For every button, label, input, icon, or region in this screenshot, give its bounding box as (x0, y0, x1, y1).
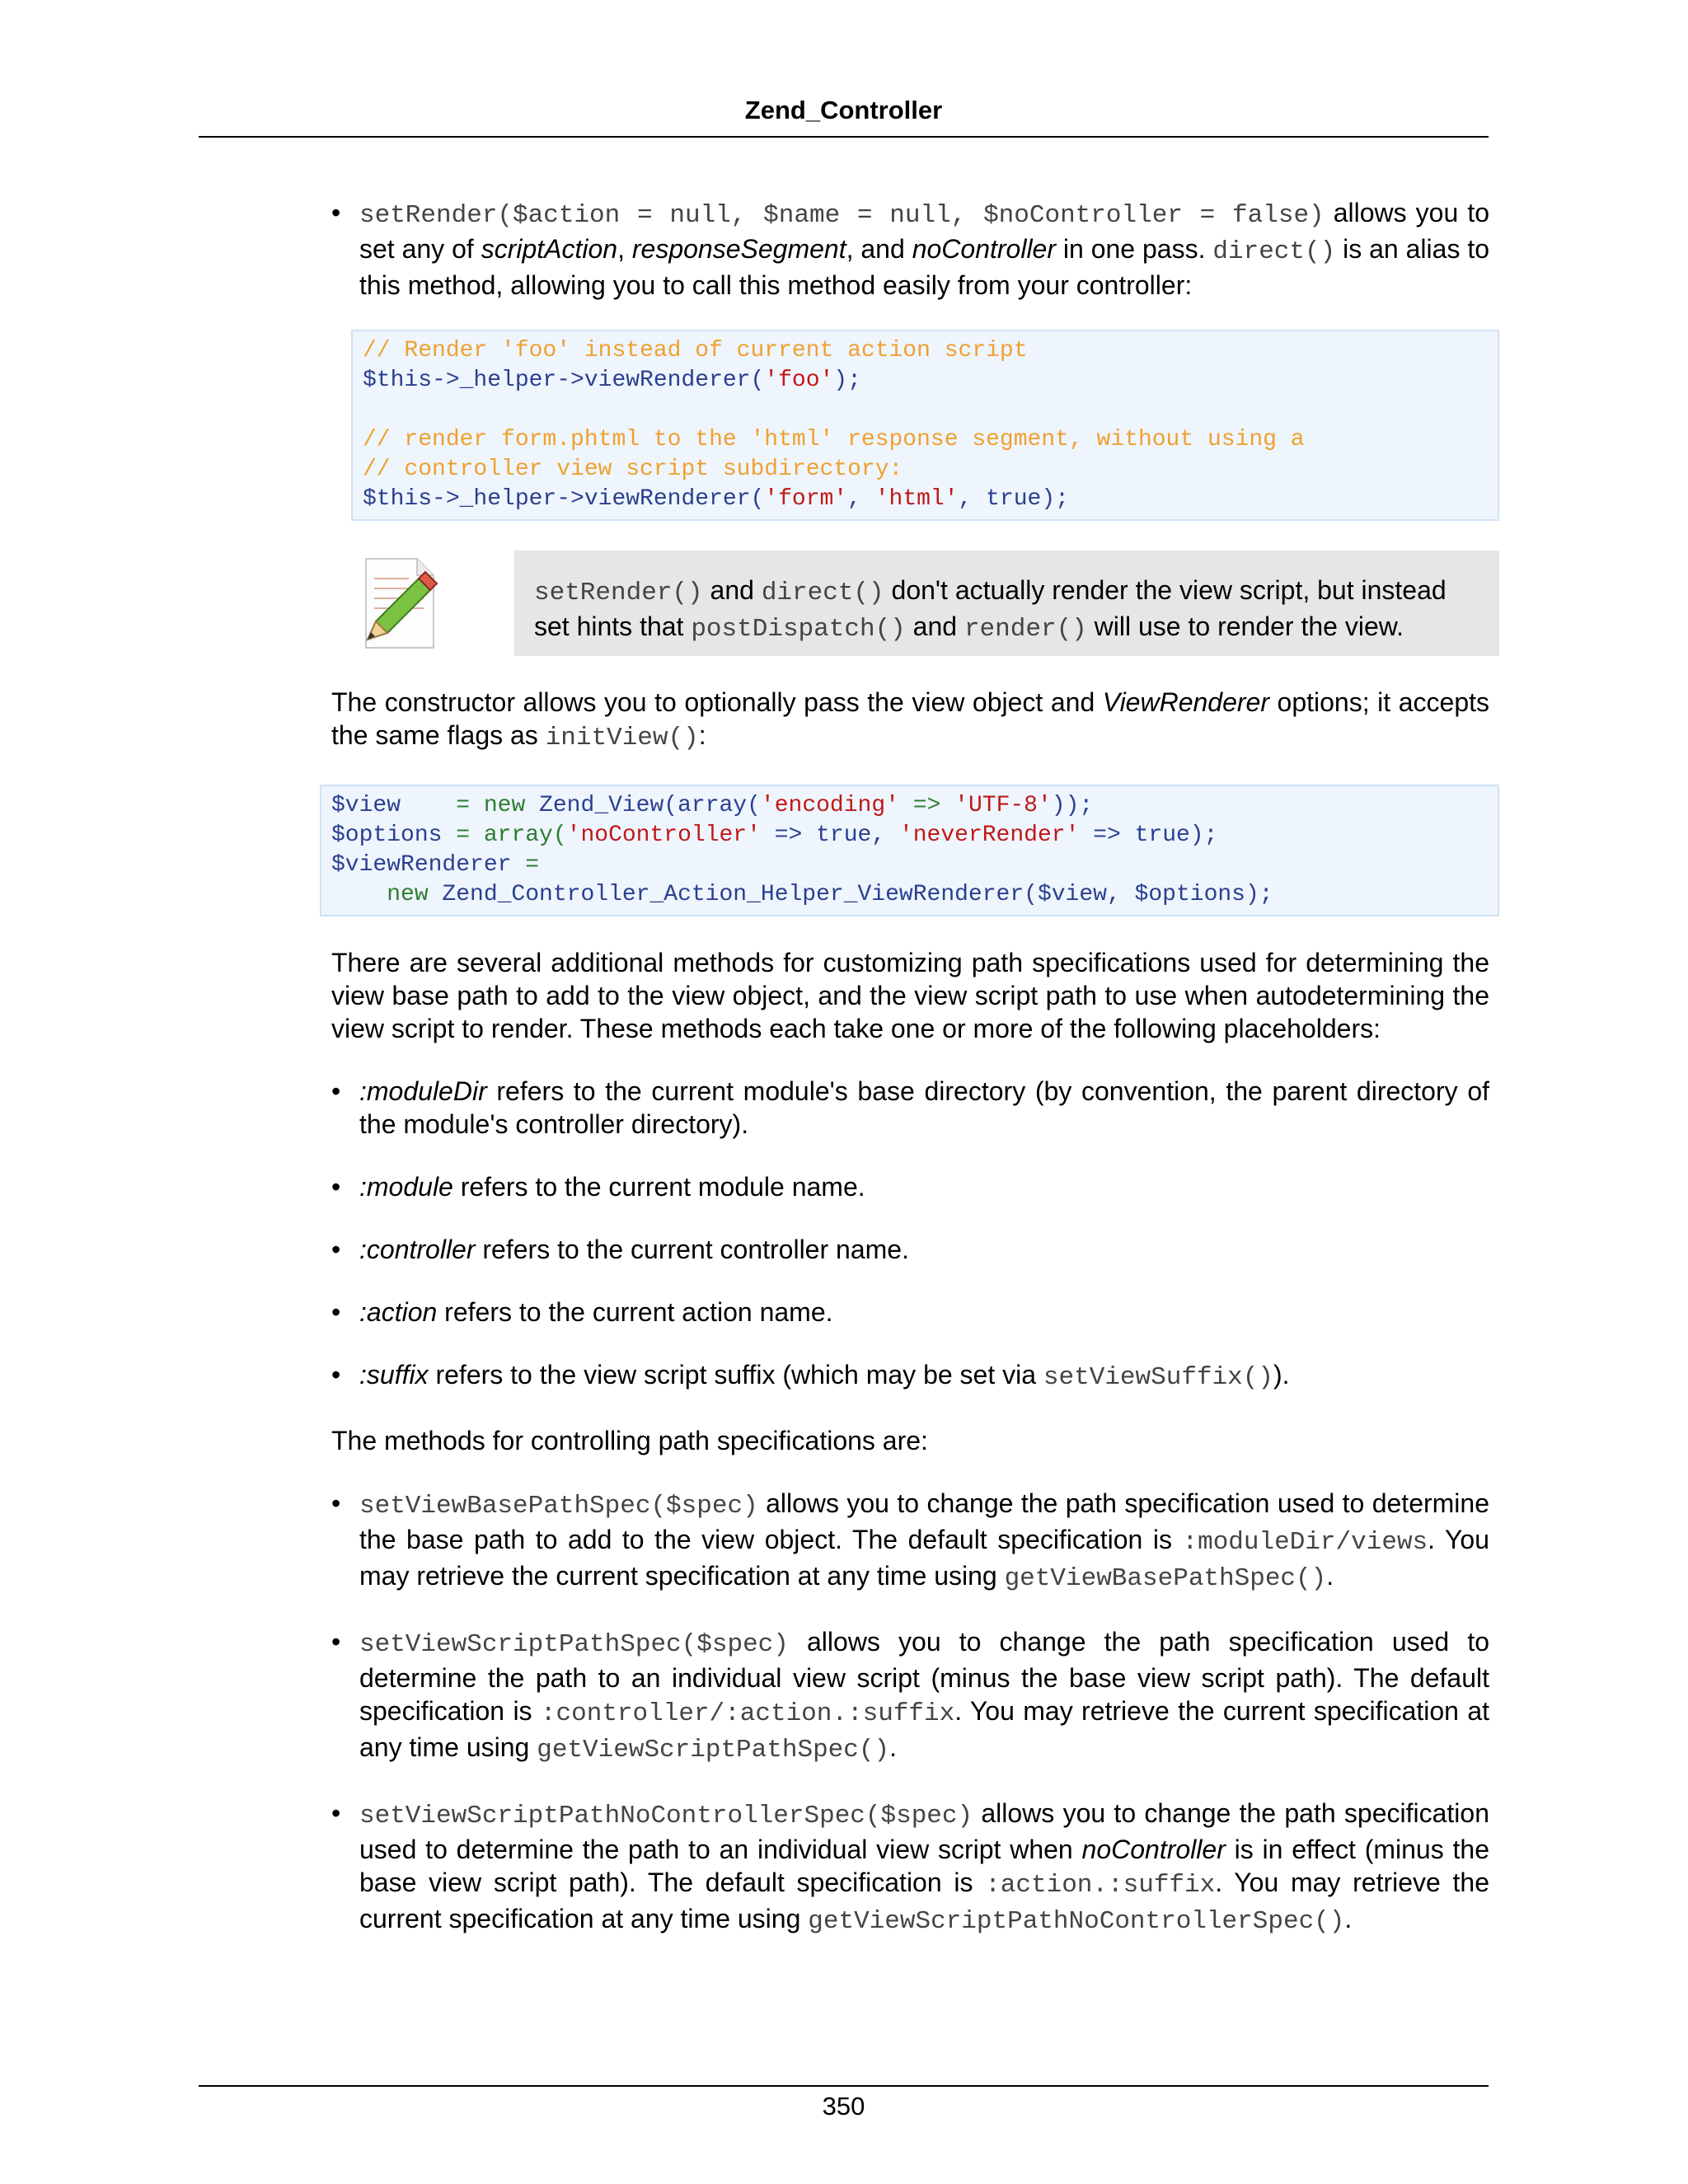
bullet: • (331, 198, 341, 227)
default-spec: :moduleDir/views (1182, 1528, 1428, 1557)
page-header-title: Zend_Controller (744, 96, 943, 124)
placeholder-name: :suffix (359, 1360, 429, 1390)
text: refers to the current action name. (437, 1297, 833, 1327)
code-operator: = array( (456, 823, 567, 848)
code-render: render() (964, 615, 1087, 644)
code-punct: ); (1041, 486, 1069, 512)
text: refers to the current controller name. (475, 1235, 909, 1264)
code-keyword: new (331, 882, 443, 907)
code-punct: ); (833, 368, 861, 393)
code-string: 'UTF-8' (954, 793, 1052, 818)
placeholder-item-module (331, 1170, 1489, 1203)
code-post-dispatch: postDispatch() (691, 615, 906, 644)
text: will use to render the view. (1086, 612, 1404, 641)
code-class: Zend_Controller_Action_Helper_ViewRenderer($view, $options); (442, 882, 1273, 907)
emphasis-view-renderer: ViewRenderer (1102, 687, 1269, 717)
bullet: • (331, 1488, 341, 1518)
code-string: 'noController' (566, 823, 761, 848)
code-init-view: initView() (545, 724, 699, 752)
method-signature: setViewScriptPathSpec($spec) (359, 1630, 789, 1659)
code-comment: // Render 'foo' instead of current action script (363, 338, 1028, 363)
text: . You may retrieve the current specification at any time using (359, 1696, 1490, 1762)
bullet: • (331, 1297, 341, 1327)
emphasis-no-controller: noController (1081, 1835, 1226, 1864)
code-direct: direct() (761, 579, 884, 607)
text: refers to the view script suffix (which may be set via (428, 1360, 1043, 1390)
emphasis-response-segment: responseSegment (631, 234, 846, 264)
text: . (1344, 1904, 1353, 1933)
code-operator: = (525, 852, 540, 878)
methods-intro-paragraph: The methods for controlling path specifications are: (331, 1426, 928, 1455)
placeholder-item-module-dir (331, 1075, 1489, 1141)
text: allows you to change the path specification used to determine the base path to add to the view object. The default specification is (359, 1488, 1489, 1554)
text: allows you to change the path specification used to determine the path to an individual view script (minus the base view script path). The default specification is (359, 1627, 1489, 1726)
text: allows you to change the path specification used to determine the path to an individual view script when (359, 1798, 1489, 1864)
code-punct: , (847, 486, 875, 512)
method-item-no-controller (331, 1797, 1489, 1938)
bullet: • (331, 1235, 341, 1264)
code-operator: = new (456, 793, 540, 818)
placeholder-item-suffix (331, 1358, 1489, 1394)
placeholder-item-controller (331, 1233, 1489, 1266)
bullet: • (331, 1627, 341, 1657)
text: . You may retrieve the current specification at any time using (359, 1868, 1490, 1933)
code-block-view-renderer (351, 330, 1499, 521)
code-set-view-suffix: setViewSuffix() (1043, 1363, 1273, 1392)
set-render-list (331, 196, 1489, 302)
additional-methods-paragraph: There are several additional methods for customizing path specifications used for determining the view base path to add to the view object, and the view script path to use when autodetermining the view script to render. These methods each take one or more of the following placeholders: (331, 948, 1489, 1043)
text: . You may retrieve the current specification at any time using (359, 1525, 1490, 1591)
placeholder-name: :moduleDir (359, 1076, 487, 1106)
getter-method: getViewScriptPathNoControllerSpec() (808, 1907, 1345, 1936)
code-string: 'foo' (764, 368, 834, 393)
pencil-note-icon (351, 554, 442, 653)
getter-method: getViewScriptPathSpec() (537, 1736, 890, 1765)
code-set-render: setRender() (534, 579, 703, 607)
methods-list (331, 1487, 1489, 1938)
getter-method: getViewBasePathSpec() (1004, 1564, 1327, 1593)
text: ). (1273, 1360, 1290, 1390)
code-variable: $this->_helper->viewRenderer( (363, 368, 765, 393)
code-punct: )); (1051, 793, 1094, 818)
code-class: Zend_View(array( (539, 793, 761, 818)
page-content (331, 196, 1489, 1968)
bullet: • (331, 1360, 341, 1390)
bullet: • (331, 1172, 341, 1202)
code-operator: => (898, 793, 955, 818)
code-comment: // render form.phtml to the 'html' response segment, without using a (363, 427, 1305, 452)
code-comment: // controller view script subdirectory: (363, 457, 903, 482)
method-signature: setViewScriptPathNoControllerSpec($spec) (359, 1802, 973, 1830)
text: is an alias to this method, allowing you to call this method easily from your controller: (359, 234, 1490, 300)
code-string: 'encoding' (760, 793, 899, 818)
text: in one pass. (1056, 234, 1213, 264)
placeholder-name: :controller (359, 1235, 476, 1264)
bullet: • (331, 1076, 341, 1106)
text: , (617, 234, 632, 264)
note-body (514, 551, 1499, 656)
code-string: 'form' (764, 486, 848, 512)
code-punct: => true); (1079, 823, 1218, 848)
text: The constructor allows you to optionally pass the view object and (331, 687, 1103, 717)
method-item-script-path (331, 1625, 1489, 1767)
text: refers to the current module name. (452, 1172, 865, 1202)
footer-rule (199, 2085, 1489, 2087)
default-spec: :controller/:action.:suffix (540, 1699, 955, 1728)
constructor-paragraph (331, 686, 1489, 755)
code-variable: $this->_helper->viewRenderer( (363, 486, 765, 512)
note-box (351, 551, 1499, 656)
emphasis-no-controller: noController (912, 234, 1056, 264)
bullet: • (331, 1798, 341, 1828)
code-string: 'neverRender' (898, 823, 1080, 848)
code-string: 'html' (874, 486, 959, 512)
list-item-set-render (331, 196, 1489, 302)
text: don't actually render the view script, but instead set hints that (534, 575, 1447, 641)
placeholder-item-action (331, 1296, 1489, 1329)
text: is in effect (minus the base view script path). The default specification is (359, 1835, 1490, 1897)
text: and (702, 575, 762, 605)
header-rule (199, 136, 1489, 138)
text: refers to the current module's base directory (by convention, the parent directory of the module's controller directory). (359, 1076, 1489, 1139)
method-signature: setViewBasePathSpec($spec) (359, 1492, 758, 1521)
placeholder-name: :action (359, 1297, 438, 1327)
code-direct: direct() (1212, 237, 1336, 266)
text: allows you to set any of (359, 198, 1490, 264)
emphasis-script-action: scriptAction (481, 234, 618, 264)
page-number: 350 (822, 2092, 865, 2121)
text: , and (846, 234, 912, 264)
text: and (905, 612, 964, 641)
text: . (889, 1732, 897, 1762)
default-spec: :action.:suffix (985, 1871, 1216, 1900)
code-block-constructor (320, 785, 1499, 916)
placeholder-name: :module (359, 1172, 453, 1202)
code-variable: $view (331, 793, 457, 818)
code-set-render-signature: setRender($action = null, $name = null, $noController = false) (359, 201, 1325, 230)
code-variable: $options (331, 823, 457, 848)
code-keyword: , true (958, 486, 1042, 512)
code-variable: $viewRenderer (331, 852, 526, 878)
text: : (698, 720, 706, 750)
code-punct: => true, (760, 823, 899, 848)
text: options; it accepts the same flags as (331, 687, 1490, 750)
method-item-base-path (331, 1487, 1489, 1596)
text: . (1326, 1561, 1334, 1591)
placeholder-list (331, 1075, 1489, 1394)
